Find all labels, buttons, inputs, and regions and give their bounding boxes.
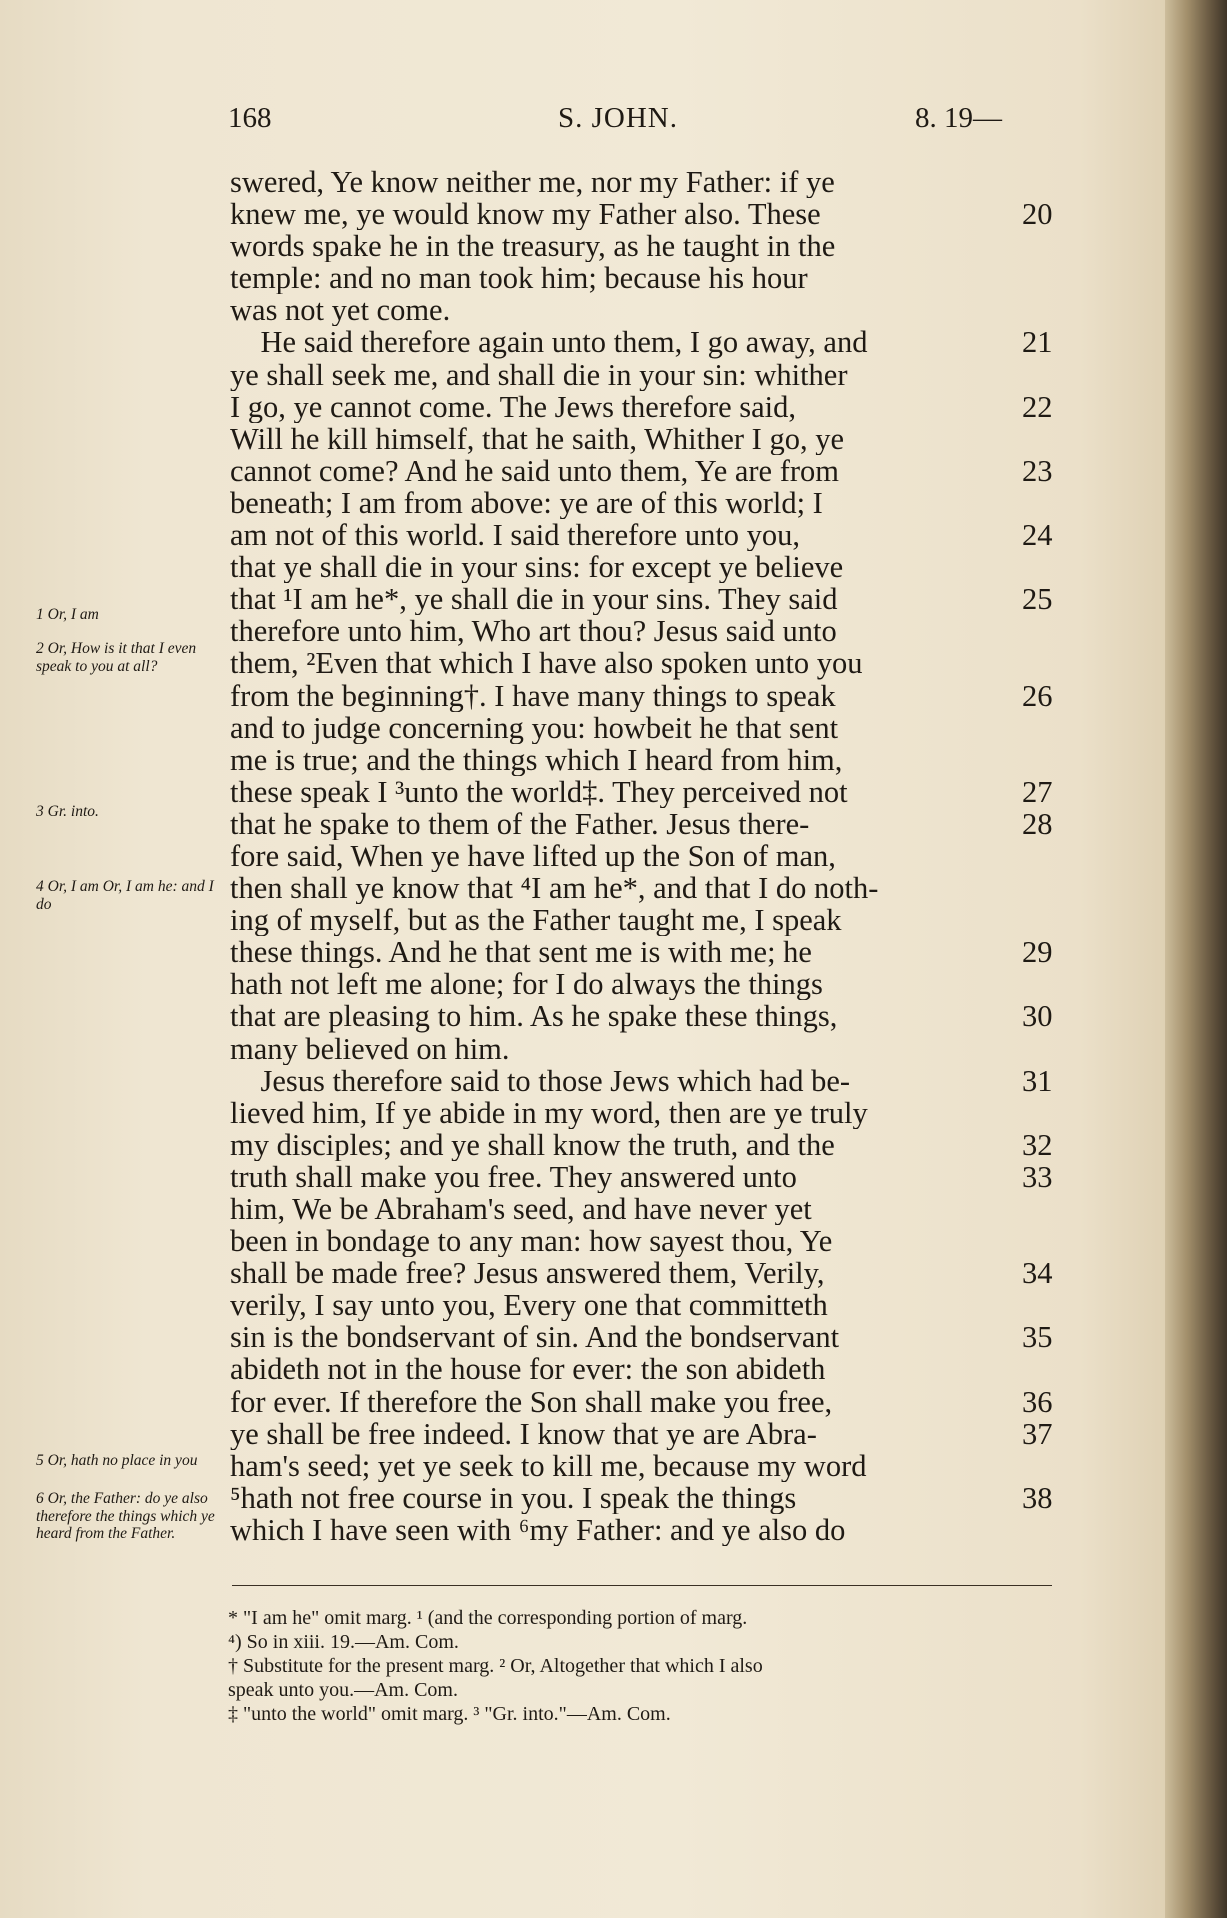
text-line bbox=[230, 1065, 1054, 1097]
margin-note-6: 6 Or, the Father: do ye also therefore the things which ye heard from the Father. bbox=[36, 1490, 215, 1542]
line-text: that are pleasing to him. As he spake these things, bbox=[230, 1000, 838, 1033]
line-text: that ye shall die in your sins: for except ye believe bbox=[230, 551, 844, 584]
page-number: 168 bbox=[228, 102, 272, 134]
line-text: many believed on him. bbox=[230, 1032, 510, 1065]
text-line bbox=[230, 808, 1054, 840]
margin-note-1: 1 Or, I am bbox=[36, 606, 99, 623]
line-text: He said therefore again unto them, I go away, and bbox=[230, 326, 868, 359]
line-text: that he spake to them of the Father. Jesus there- bbox=[230, 807, 810, 840]
verse-number: 25 bbox=[1022, 582, 1053, 617]
text-line bbox=[230, 1321, 1054, 1353]
verse-number: 35 bbox=[1022, 1320, 1053, 1355]
line-text: ing of myself, but as the Father taught me, I speak bbox=[230, 904, 842, 937]
line-text: temple: and no man took him; because his hour bbox=[230, 262, 808, 295]
text-line bbox=[230, 359, 1054, 391]
text-line bbox=[230, 391, 1054, 423]
text-line bbox=[230, 744, 1054, 776]
text-line bbox=[230, 1000, 1054, 1032]
line-text: ye shall seek me, and shall die in your sin: whither bbox=[230, 358, 848, 391]
verse-number: 37 bbox=[1022, 1416, 1053, 1451]
text-line bbox=[230, 712, 1054, 744]
text-line bbox=[230, 1097, 1054, 1129]
text-line bbox=[230, 1353, 1054, 1385]
line-text: that ¹I am he*, ye shall die in your sins. They said bbox=[230, 583, 838, 616]
line-text: these things. And he that sent me is with me; he bbox=[230, 936, 812, 969]
footnote-line: † Substitute for the present marg. ² Or, Altogether that which I also bbox=[228, 1655, 763, 1677]
line-text: ham's seed; yet ye seek to kill me, because my word bbox=[230, 1449, 867, 1482]
line-text: lieved him, If ye abide in my word, then are ye truly bbox=[230, 1096, 868, 1129]
line-text: swered, Ye know neither me, nor my Father: if ye bbox=[230, 166, 835, 199]
footnote-line: ‡ "unto the world" omit marg. ³ "Gr. into."—Am. Com. bbox=[228, 1703, 671, 1725]
line-text: my disciples; and ye shall know the truth, and the bbox=[230, 1128, 835, 1161]
text-line bbox=[230, 840, 1054, 872]
line-text: fore said, When ye have lifted up the Son of man, bbox=[230, 839, 836, 873]
footnote-rule bbox=[232, 1585, 1052, 1586]
text-line bbox=[230, 904, 1054, 936]
text-line bbox=[230, 968, 1054, 1000]
footnote-line: * "I am he" omit marg. ¹ (and the corresponding portion of marg. bbox=[228, 1607, 748, 1629]
text-line bbox=[230, 680, 1054, 712]
text-line bbox=[230, 647, 1054, 679]
verse-number: 28 bbox=[1022, 806, 1053, 841]
text-line bbox=[230, 1289, 1054, 1321]
chapter-reference: 8. 19— bbox=[915, 102, 1002, 134]
line-text: shall be made free? Jesus answered them, Verily, bbox=[230, 1257, 825, 1290]
footnote-line: speak unto you.—Am. Com. bbox=[228, 1679, 458, 1701]
verse-number: 30 bbox=[1022, 999, 1053, 1034]
text-line bbox=[230, 615, 1054, 647]
line-text: been in bondage to any man: how sayest thou, Ye bbox=[230, 1225, 833, 1258]
text-line bbox=[230, 198, 1054, 230]
line-text: for ever. If therefore the Son shall make you free, bbox=[230, 1385, 833, 1418]
margin-note-3: 3 Gr. into. bbox=[36, 803, 99, 820]
line-text: sin is the bondservant of sin. And the bondservant bbox=[230, 1321, 840, 1354]
line-text: Will he kill himself, that he saith, Whither I go, ye bbox=[230, 422, 845, 455]
text-line bbox=[230, 326, 1054, 358]
line-text: them, ²Even that which I have also spoken unto you bbox=[230, 647, 863, 680]
margin-note-5: 5 Or, hath no place in you bbox=[36, 1452, 198, 1469]
verse-number: 33 bbox=[1022, 1159, 1053, 1194]
footnote-line: ⁴) So in xiii. 19.—Am. Com. bbox=[228, 1631, 459, 1653]
footnotes bbox=[228, 1606, 1054, 1726]
verse-number: 24 bbox=[1022, 518, 1053, 553]
line-text: abideth not in the house for ever: the son abideth bbox=[230, 1353, 826, 1386]
line-text: was not yet come. bbox=[230, 294, 451, 327]
line-text: from the beginning†. I have many things to speak bbox=[230, 679, 836, 712]
text-line bbox=[230, 1033, 1054, 1065]
line-text: and to judge concerning you: howbeit he that sent bbox=[230, 711, 839, 744]
line-text: I go, ye cannot come. The Jews therefore said, bbox=[230, 390, 797, 423]
line-text: him, We be Abraham's seed, and have never yet bbox=[230, 1193, 812, 1226]
text-line bbox=[230, 1386, 1054, 1418]
verse-number: 21 bbox=[1022, 325, 1053, 360]
verse-number: 27 bbox=[1022, 774, 1053, 809]
text-line bbox=[230, 1450, 1054, 1482]
verse-number: 38 bbox=[1022, 1480, 1053, 1515]
running-title: S. JOHN. bbox=[558, 102, 678, 134]
text-line bbox=[230, 487, 1054, 519]
text-line bbox=[230, 1129, 1054, 1161]
text-line bbox=[230, 1161, 1054, 1193]
text-line bbox=[230, 551, 1054, 583]
verse-number: 31 bbox=[1022, 1063, 1053, 1098]
line-text: then shall ye know that ⁴I am he*, and that I do noth- bbox=[230, 872, 879, 905]
verse-number: 29 bbox=[1022, 935, 1053, 970]
text-line bbox=[230, 1225, 1054, 1257]
line-text: which I have seen with ⁶my Father: and ye also do bbox=[230, 1513, 846, 1547]
verse-number: 26 bbox=[1022, 678, 1053, 713]
line-text: me is true; and the things which I heard from him, bbox=[230, 743, 843, 776]
verse-number: 34 bbox=[1022, 1256, 1053, 1291]
line-text: Jesus therefore said to those Jews which had be- bbox=[230, 1064, 851, 1097]
book-spine-edge bbox=[1165, 0, 1227, 1918]
margin-note-2: 2 Or, How is it that I even speak to you at all? bbox=[36, 640, 197, 675]
text-line bbox=[230, 262, 1054, 294]
verse-number: 32 bbox=[1022, 1127, 1053, 1162]
line-text: ye shall be free indeed. I know that ye are Abra- bbox=[230, 1417, 817, 1450]
text-line bbox=[230, 1257, 1054, 1289]
line-text: verily, I say unto you, Every one that committeth bbox=[230, 1289, 828, 1322]
running-head bbox=[228, 102, 1002, 142]
verse-number: 23 bbox=[1022, 453, 1053, 488]
line-text: hath not left me alone; for I do always the things bbox=[230, 968, 823, 1001]
verse-number: 22 bbox=[1022, 389, 1053, 424]
scripture-text bbox=[230, 166, 1054, 1546]
line-text: knew me, ye would know my Father also. These bbox=[230, 198, 821, 231]
text-line bbox=[230, 1193, 1054, 1225]
text-line bbox=[230, 776, 1054, 808]
text-line bbox=[230, 166, 1054, 198]
text-line bbox=[230, 455, 1054, 487]
margin-note-4: 4 Or, I am Or, I am he: and I do bbox=[36, 878, 214, 913]
text-line bbox=[230, 230, 1054, 262]
verse-number: 20 bbox=[1022, 197, 1053, 232]
text-line bbox=[230, 519, 1054, 551]
line-text: truth shall make you free. They answered unto bbox=[230, 1160, 797, 1193]
text-line bbox=[230, 1418, 1054, 1450]
line-text: beneath; I am from above: ye are of this world; I bbox=[230, 486, 823, 520]
text-line bbox=[230, 423, 1054, 455]
text-line bbox=[230, 872, 1054, 904]
line-text: therefore unto him, Who art thou? Jesus said unto bbox=[230, 615, 837, 648]
line-text: words spake he in the treasury, as he taught in the bbox=[230, 230, 836, 263]
text-line bbox=[230, 583, 1054, 615]
line-text: these speak I ³unto the world‡. They perceived not bbox=[230, 775, 848, 808]
line-text: cannot come? And he said unto them, Ye are from bbox=[230, 454, 840, 487]
text-line bbox=[230, 294, 1054, 326]
line-text: ⁵hath not free course in you. I speak the things bbox=[230, 1481, 797, 1514]
line-text: am not of this world. I said therefore unto you, bbox=[230, 519, 801, 552]
text-line bbox=[230, 936, 1054, 968]
text-line bbox=[230, 1514, 1054, 1546]
verse-number: 36 bbox=[1022, 1384, 1053, 1419]
text-line bbox=[230, 1482, 1054, 1514]
